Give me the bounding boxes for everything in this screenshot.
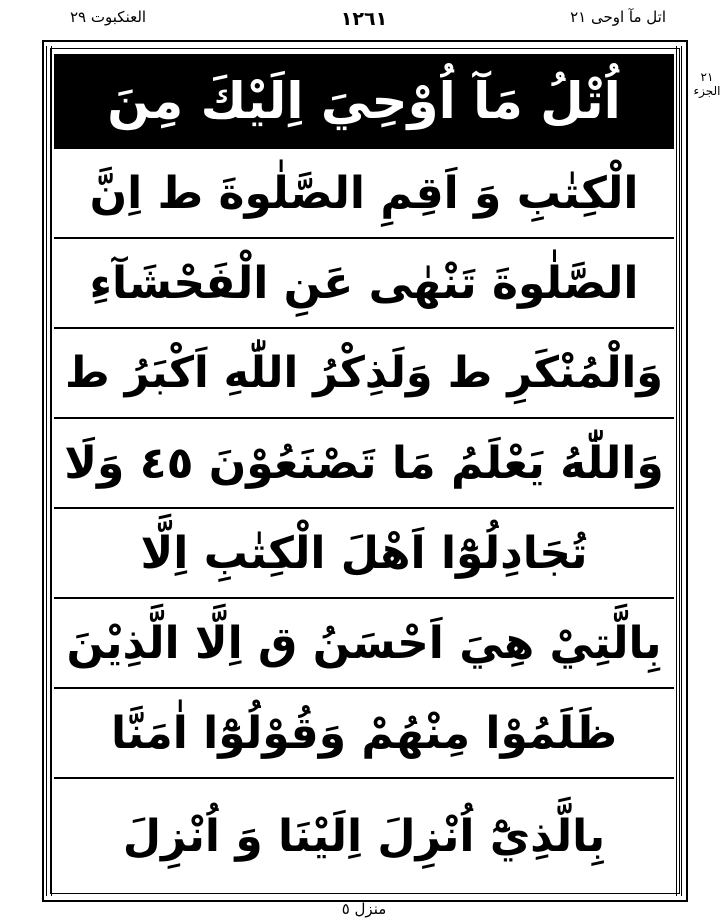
verse-text: اُتْلُ مَآ اُوْحِيَ اِلَيْكَ مِنَ [107,71,621,130]
text-line [54,149,674,239]
verse-text: تُجَادِلُوْٓا اَهْلَ الْكِتٰبِ اِلَّا [140,527,588,579]
text-line [54,599,674,689]
frame-border-left [46,46,52,896]
verse-text: بِالَّتِيْ هِيَ اَحْسَنُ ق اِلَّا الَّذِيْنَ [66,617,662,669]
verse-text: بِالَّذِيْٓ اُنْزِلَ اِلَيْنَا وَ اُنْزِلَ [122,811,606,862]
text-line [54,689,674,779]
text-block [54,54,674,894]
verse-text: الْكِتٰبِ وَ اَقِمِ الصَّلٰوةَ ط اِنَّ [89,167,639,219]
juz-header: اتل مآ اوحی ٢١ [570,8,666,26]
surah-header: العنكبوت ٢٩ [70,8,147,26]
verse-text: ظَلَمُوْا مِنْهُمْ وَقُوْلُوْٓا اٰمَنَّا [110,707,618,759]
text-line [54,779,674,894]
text-line [54,54,674,149]
text-line [54,509,674,599]
text-line [54,419,674,509]
manzil-footer: منزل ٥ [341,900,387,918]
juz-marker: ٢١ الجزء [693,70,721,98]
text-line [54,329,674,419]
page-number: ١٢٦١ [340,8,388,30]
verse-text: وَالْمُنْكَرِ ط وَلَذِكْرُ اللّٰهِ اَكْبَرُ ط [65,348,663,398]
text-line [54,239,674,329]
verse-text: الصَّلٰوةَ تَنْهٰى عَنِ الْفَحْشَآءِ [89,257,639,309]
frame-border-right [676,46,682,896]
verse-text: وَاللّٰهُ يَعْلَمُ مَا تَصْنَعُوْنَ ٤٥ وَلَا [64,437,664,489]
